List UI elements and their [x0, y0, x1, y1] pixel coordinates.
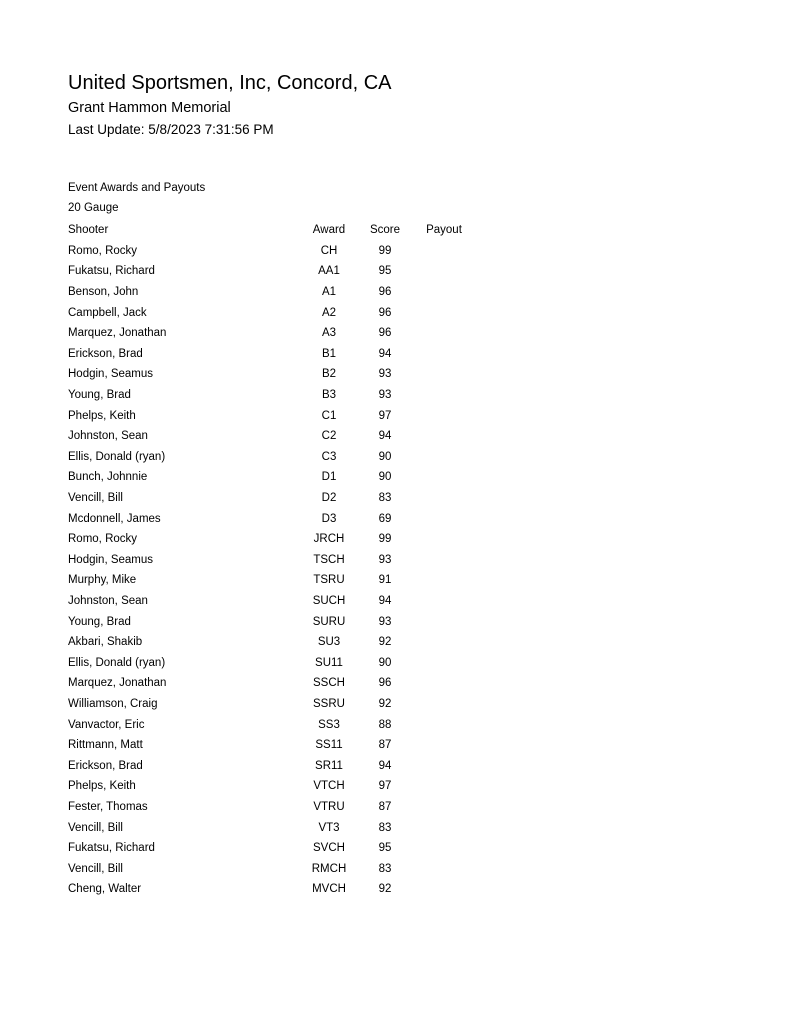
- award-cell: B2: [321, 368, 337, 381]
- last-update: Last Update: 5/8/2023 7:31:56 PM: [68, 122, 274, 137]
- payout-cell: [416, 323, 472, 344]
- payout-cell: [416, 797, 472, 818]
- payout-cell: [416, 488, 472, 509]
- table-row: [68, 570, 472, 591]
- payout-cell: [416, 282, 472, 303]
- table-row: [68, 652, 472, 673]
- table-row: [68, 694, 472, 715]
- table-row: [68, 261, 472, 282]
- award-cell: TSRU: [313, 574, 345, 587]
- shooter-cell: Mcdonnell, James: [68, 512, 161, 525]
- score-cell: 96: [378, 677, 392, 690]
- table-row: [68, 323, 472, 344]
- award-cell: D2: [321, 492, 337, 505]
- award-cell: VTCH: [313, 780, 345, 793]
- score-cell: 94: [378, 594, 392, 607]
- column-header-payout: Payout: [426, 224, 462, 237]
- shooter-cell: Hodgin, Seamus: [68, 368, 154, 381]
- gauge-label: 20 Gauge: [68, 202, 119, 214]
- payout-cell: [416, 508, 472, 529]
- award-cell: TSCH: [313, 553, 345, 566]
- table-row: [68, 817, 472, 838]
- award-cell: MVCH: [312, 883, 346, 896]
- payout-cell: [416, 447, 472, 468]
- table-row: [68, 405, 472, 426]
- payout-cell: [416, 550, 472, 571]
- payout-cell: [416, 591, 472, 612]
- payout-cell: [416, 755, 472, 776]
- payout-cell: [416, 241, 472, 262]
- score-cell: 99: [378, 244, 392, 257]
- payout-cell: [416, 652, 472, 673]
- shooter-cell: Hodgin, Seamus: [68, 553, 154, 566]
- score-cell: 92: [378, 883, 392, 896]
- shooter-cell: Johnston, Sean: [68, 594, 148, 607]
- score-cell: 69: [378, 512, 392, 525]
- table-row: [68, 385, 472, 406]
- award-cell: D1: [321, 471, 337, 484]
- payout-cell: [416, 611, 472, 632]
- section-title: Event Awards and Payouts: [68, 182, 206, 194]
- award-cell: SS11: [315, 739, 343, 752]
- score-cell: 91: [378, 574, 392, 587]
- table-row: [68, 508, 472, 529]
- award-cell: VT3: [318, 821, 340, 834]
- award-cell: C3: [321, 450, 337, 463]
- score-cell: 93: [378, 615, 392, 628]
- event-name: Grant Hammon Memorial: [68, 100, 231, 116]
- award-cell: D3: [321, 512, 337, 525]
- table-row: [68, 714, 472, 735]
- table-row: [68, 426, 472, 447]
- payout-cell: [416, 838, 472, 859]
- award-cell: A2: [321, 306, 337, 319]
- shooter-cell: Erickson, Brad: [68, 347, 143, 360]
- shooter-cell: Phelps, Keith: [68, 780, 136, 793]
- score-cell: 93: [378, 553, 392, 566]
- shooter-cell: Bunch, Johnnie: [68, 471, 148, 484]
- shooter-cell: Vencill, Bill: [68, 492, 123, 505]
- award-cell: A3: [321, 327, 337, 340]
- score-cell: 90: [378, 450, 392, 463]
- page-title: United Sportsmen, Inc, Concord, CA: [68, 72, 392, 94]
- shooter-cell: Cheng, Walter: [68, 883, 142, 896]
- table-row: [68, 673, 472, 694]
- table-row: [68, 838, 472, 859]
- payout-cell: [416, 858, 472, 879]
- table-row: [68, 364, 472, 385]
- table-row: [68, 591, 472, 612]
- table-row: [68, 550, 472, 571]
- award-cell: SS3: [318, 718, 340, 731]
- table-row: [68, 776, 472, 797]
- award-cell: VTRU: [313, 800, 345, 813]
- table-row: [68, 447, 472, 468]
- award-cell: B1: [321, 347, 337, 360]
- table-row: [68, 529, 472, 550]
- shooter-cell: Young, Brad: [68, 389, 131, 402]
- payout-cell: [416, 714, 472, 735]
- award-cell: SU3: [317, 636, 341, 649]
- award-cell: SUCH: [312, 594, 346, 607]
- award-cell: SR11: [315, 759, 343, 772]
- shooter-cell: Vanvactor, Eric: [68, 718, 145, 731]
- shooter-cell: Fukatsu, Richard: [68, 842, 155, 855]
- score-cell: 96: [378, 286, 392, 299]
- shooter-cell: Vencill, Bill: [68, 862, 123, 875]
- payout-cell: [416, 364, 472, 385]
- score-cell: 90: [378, 471, 392, 484]
- shooter-cell: Romo, Rocky: [68, 533, 138, 546]
- score-cell: 83: [378, 492, 392, 505]
- shooter-cell: Fukatsu, Richard: [68, 265, 155, 278]
- payout-cell: [416, 467, 472, 488]
- table-row: [68, 302, 472, 323]
- award-cell: B3: [321, 389, 337, 402]
- shooter-cell: Fester, Thomas: [68, 800, 148, 813]
- score-cell: 83: [378, 862, 392, 875]
- shooter-cell: Young, Brad: [68, 615, 131, 628]
- payout-cell: [416, 385, 472, 406]
- shooter-cell: Rittmann, Matt: [68, 739, 143, 752]
- payout-cell: [416, 426, 472, 447]
- score-cell: 94: [378, 347, 392, 360]
- table-header-row: [68, 220, 472, 241]
- payout-cell: [416, 735, 472, 756]
- score-cell: 83: [378, 821, 392, 834]
- table-row: [68, 241, 472, 262]
- score-cell: 92: [378, 697, 392, 710]
- award-cell: SU11: [315, 656, 343, 669]
- shooter-cell: Campbell, Jack: [68, 306, 147, 319]
- payout-cell: [416, 344, 472, 365]
- payout-cell: [416, 694, 472, 715]
- score-cell: 95: [378, 265, 392, 278]
- score-cell: 93: [378, 368, 392, 381]
- table-row: [68, 797, 472, 818]
- shooter-cell: Vencill, Bill: [68, 821, 123, 834]
- table-row: [68, 858, 472, 879]
- table-row: [68, 611, 472, 632]
- payout-cell: [416, 632, 472, 653]
- score-cell: 87: [378, 800, 392, 813]
- table-body: [68, 241, 472, 900]
- shooter-cell: Johnston, Sean: [68, 430, 148, 443]
- score-cell: 97: [378, 780, 392, 793]
- payout-cell: [416, 673, 472, 694]
- payout-cell: [416, 261, 472, 282]
- shooter-cell: Erickson, Brad: [68, 759, 143, 772]
- shooter-cell: Ellis, Donald (ryan): [68, 450, 166, 463]
- score-cell: 96: [378, 327, 392, 340]
- payout-cell: [416, 776, 472, 797]
- table-row: [68, 755, 472, 776]
- column-header-score: Score: [369, 224, 401, 237]
- table-row: [68, 282, 472, 303]
- award-cell: C1: [321, 409, 337, 422]
- payout-cell: [416, 817, 472, 838]
- shooter-cell: Benson, John: [68, 286, 139, 299]
- shooter-cell: Murphy, Mike: [68, 574, 137, 587]
- award-cell: A1: [321, 286, 337, 299]
- award-cell: CH: [320, 244, 338, 257]
- score-cell: 95: [378, 842, 392, 855]
- shooter-cell: Akbari, Shakib: [68, 636, 143, 649]
- table-row: [68, 344, 472, 365]
- award-cell: JRCH: [313, 533, 345, 546]
- award-cell: SSCH: [313, 677, 345, 690]
- results-table: [68, 220, 472, 900]
- shooter-cell: Romo, Rocky: [68, 244, 138, 257]
- award-cell: C2: [321, 430, 337, 443]
- score-cell: 90: [378, 656, 392, 669]
- table-row: [68, 488, 472, 509]
- award-cell: AA1: [318, 265, 340, 278]
- table-row: [68, 879, 472, 900]
- shooter-cell: Ellis, Donald (ryan): [68, 656, 166, 669]
- column-header-award: Award: [312, 224, 346, 237]
- shooter-cell: Marquez, Jonathan: [68, 327, 167, 340]
- column-header-shooter: Shooter: [68, 224, 109, 237]
- score-cell: 87: [378, 739, 392, 752]
- award-cell: SURU: [312, 615, 346, 628]
- payout-cell: [416, 529, 472, 550]
- table-row: [68, 735, 472, 756]
- payout-cell: [416, 405, 472, 426]
- payout-cell: [416, 879, 472, 900]
- table-row: [68, 467, 472, 488]
- score-cell: 88: [378, 718, 392, 731]
- shooter-cell: Marquez, Jonathan: [68, 677, 167, 690]
- score-cell: 93: [378, 389, 392, 402]
- shooter-cell: Williamson, Craig: [68, 697, 158, 710]
- payout-cell: [416, 570, 472, 591]
- payout-cell: [416, 302, 472, 323]
- score-cell: 92: [378, 636, 392, 649]
- score-cell: 94: [378, 430, 392, 443]
- award-cell: SVCH: [313, 842, 345, 855]
- award-cell: SSRU: [313, 697, 345, 710]
- table-row: [68, 632, 472, 653]
- score-cell: 97: [378, 409, 392, 422]
- score-cell: 94: [378, 759, 392, 772]
- score-cell: 96: [378, 306, 392, 319]
- score-cell: 99: [378, 533, 392, 546]
- shooter-cell: Phelps, Keith: [68, 409, 136, 422]
- award-cell: RMCH: [311, 862, 347, 875]
